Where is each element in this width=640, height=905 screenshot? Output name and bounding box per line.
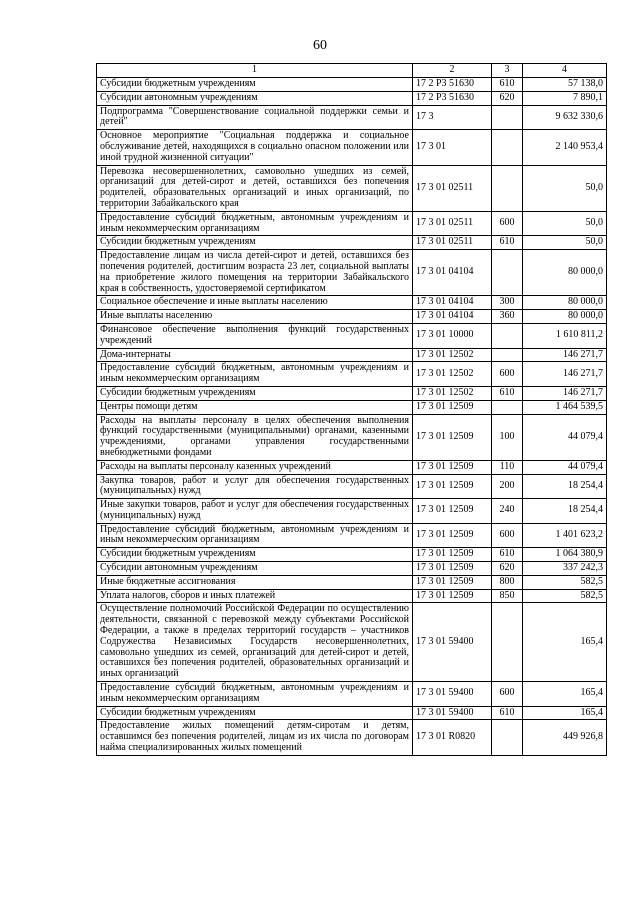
row-name-cell: Субсидии бюджетным учреждениям [97,236,413,250]
row-amount-cell: 50,0 [523,211,607,236]
row-code-cell: 17 3 01 R0820 [413,720,492,755]
row-name-cell: Перевозка несовершеннолетних, самовольно ушедших из семей, организаций для детей-сирот и детей, оставшихся без попечения родителей, образовательных организаций и иных организаций, по территории Забайкальского края [97,165,413,211]
table-row [97,165,607,211]
row-name-cell: Центры помощи детям [97,400,413,414]
table-row [97,296,607,310]
table-row [97,523,607,548]
row-name-cell: Закупка товаров, работ и услуг для обеспечения государственных (муниципальных) нужд [97,474,413,499]
table-header-row [97,64,607,78]
row-code-cell: 17 3 01 12502 [413,362,492,387]
table-row [97,400,607,414]
row-expense-type-cell: 610 [492,706,523,720]
row-expense-type-cell [492,165,523,211]
table-row [97,706,607,720]
row-expense-type-cell: 800 [492,575,523,589]
row-amount-cell: 2 140 953,4 [523,130,607,165]
row-amount-cell: 1 464 539,5 [523,400,607,414]
row-name-cell: Уплата налогов, сборов и иных платежей [97,589,413,603]
table-row [97,603,607,682]
row-code-cell: 17 3 [413,105,492,130]
row-code-cell: 17 3 01 12509 [413,562,492,576]
row-code-cell: 17 3 01 12509 [413,499,492,524]
row-amount-cell: 582,5 [523,575,607,589]
table-row [97,348,607,362]
row-name-cell: Социальное обеспечение и иные выплаты населению [97,296,413,310]
row-code-cell: 17 2 P3 51630 [413,78,492,92]
row-expense-type-cell [492,720,523,755]
row-amount-cell: 50,0 [523,236,607,250]
row-code-cell: 17 3 01 59400 [413,706,492,720]
row-expense-type-cell [492,130,523,165]
row-code-cell: 17 3 01 04104 [413,296,492,310]
table-row [97,460,607,474]
row-name-cell: Субсидии автономным учреждениям [97,562,413,576]
row-name-cell: Субсидии автономным учреждениям [97,91,413,105]
row-expense-type-cell: 850 [492,589,523,603]
row-expense-type-cell: 610 [492,548,523,562]
row-name-cell: Расходы на выплаты персоналу в целях обеспечения выполнения функций государственными (муниципальными) органами, казенными учреждениями, органами управления государственными внебюджетными фондами [97,414,413,460]
row-amount-cell: 146 271,7 [523,348,607,362]
row-amount-cell: 1 064 380,9 [523,548,607,562]
row-name-cell: Предоставление субсидий бюджетным, автономным учреждениям и иным некоммерческим организациям [97,682,413,707]
table-row [97,236,607,250]
row-expense-type-cell [492,348,523,362]
row-code-cell: 17 3 01 02511 [413,165,492,211]
row-name-cell: Дома-интернаты [97,348,413,362]
row-amount-cell: 50,0 [523,165,607,211]
row-expense-type-cell: 610 [492,236,523,250]
row-expense-type-cell [492,250,523,296]
row-code-cell: 17 3 01 12509 [413,523,492,548]
row-amount-cell: 1 401 623,2 [523,523,607,548]
row-expense-type-cell: 600 [492,682,523,707]
table-row [97,386,607,400]
row-name-cell: Иные бюджетные ассигнования [97,575,413,589]
table-row [97,130,607,165]
table-row [97,562,607,576]
row-amount-cell: 1 610 811,2 [523,323,607,348]
row-expense-type-cell: 300 [492,296,523,310]
row-name-cell: Иные выплаты населению [97,310,413,324]
row-amount-cell: 7 890,1 [523,91,607,105]
row-amount-cell: 449 926,8 [523,720,607,755]
table-row [97,78,607,92]
page-number: 60 [313,38,327,53]
row-code-cell: 17 3 01 12502 [413,386,492,400]
row-code-cell: 17 2 P3 51630 [413,91,492,105]
row-code-cell: 17 3 01 59400 [413,682,492,707]
row-amount-cell: 337 242,3 [523,562,607,576]
table-row [97,414,607,460]
row-name-cell: Предоставление жилых помещений детям-сиротам и детям, оставшимся без попечения родителей, лицам из их числа по договорам найма специализированных жилых помещений [97,720,413,755]
row-name-cell: Расходы на выплаты персоналу казенных учреждений [97,460,413,474]
row-name-cell: Подпрограмма "Совершенствование социальной поддержки семьи и детей" [97,105,413,130]
table-row [97,575,607,589]
row-name-cell: Субсидии бюджетным учреждениям [97,78,413,92]
row-amount-cell: 57 138,0 [523,78,607,92]
row-code-cell: 17 3 01 02511 [413,236,492,250]
row-amount-cell: 165,4 [523,706,607,720]
row-expense-type-cell [492,603,523,682]
header-col-1: 1 [97,64,413,78]
row-amount-cell: 165,4 [523,682,607,707]
row-code-cell: 17 3 01 12509 [413,400,492,414]
row-name-cell: Иные закупки товаров, работ и услуг для обеспечения государственных (муниципальных) нужд [97,499,413,524]
row-amount-cell: 146 271,7 [523,362,607,387]
table-row [97,474,607,499]
row-expense-type-cell [492,323,523,348]
row-amount-cell: 80 000,0 [523,250,607,296]
header-col-3: 3 [492,64,523,78]
row-code-cell: 17 3 01 [413,130,492,165]
row-expense-type-cell: 240 [492,499,523,524]
row-expense-type-cell: 610 [492,78,523,92]
row-amount-cell: 146 271,7 [523,386,607,400]
row-code-cell: 17 3 01 04104 [413,250,492,296]
table-row [97,682,607,707]
header-col-4: 4 [523,64,607,78]
row-code-cell: 17 3 01 04104 [413,310,492,324]
row-code-cell: 17 3 01 12509 [413,548,492,562]
table-row [97,91,607,105]
row-code-cell: 17 3 01 10000 [413,323,492,348]
row-amount-cell: 582,5 [523,589,607,603]
row-code-cell: 17 3 01 12509 [413,414,492,460]
row-code-cell: 17 3 01 12509 [413,474,492,499]
row-amount-cell: 18 254,4 [523,474,607,499]
row-name-cell: Предоставление субсидий бюджетным, автономным учреждениям и иным некоммерческим организациям [97,211,413,236]
table-row [97,211,607,236]
row-name-cell: Субсидии бюджетным учреждениям [97,386,413,400]
table-row [97,250,607,296]
row-expense-type-cell: 200 [492,474,523,499]
table-row [97,589,607,603]
row-expense-type-cell [492,105,523,130]
row-code-cell: 17 3 01 12509 [413,575,492,589]
row-amount-cell: 44 079,4 [523,460,607,474]
row-code-cell: 17 3 01 12509 [413,460,492,474]
row-name-cell: Осуществление полномочий Российской Федерации по осуществлению деятельности, связанной с перевозкой между субъектами Российской Федерации, а также в пределах территорий государств – участников Содружества Независимых Государств несовершеннолетних, самовольно ушедших из семей, организаций для детей-сирот и детей, оставшихся без попечения родителей, образовательных организаций и иных организаций [97,603,413,682]
row-expense-type-cell: 100 [492,414,523,460]
table-row [97,548,607,562]
header-col-2: 2 [413,64,492,78]
row-expense-type-cell: 600 [492,523,523,548]
row-expense-type-cell: 600 [492,362,523,387]
table-row [97,105,607,130]
row-name-cell: Предоставление лицам из числа детей-сирот и детей, оставшихся без попечения родителей, достигшим возраста 23 лет, социальной выплаты на приобретение жилого помещения на территории Забайкальского края в собственность, удостоверяемой сертификатом [97,250,413,296]
table-row [97,310,607,324]
row-name-cell: Субсидии бюджетным учреждениям [97,548,413,562]
row-code-cell: 17 3 01 59400 [413,603,492,682]
row-name-cell: Основное мероприятие "Социальная поддержка и социальное обслуживание детей, находящихся в социально опасном положении или иной трудной жизненной ситуации" [97,130,413,165]
row-amount-cell: 18 254,4 [523,499,607,524]
row-code-cell: 17 3 01 12509 [413,589,492,603]
table-row [97,499,607,524]
row-amount-cell: 80 000,0 [523,296,607,310]
row-code-cell: 17 3 01 02511 [413,211,492,236]
row-code-cell: 17 3 01 12502 [413,348,492,362]
row-expense-type-cell: 610 [492,386,523,400]
table-row [97,323,607,348]
row-expense-type-cell: 360 [492,310,523,324]
row-expense-type-cell: 620 [492,562,523,576]
row-expense-type-cell: 620 [492,91,523,105]
row-amount-cell: 165,4 [523,603,607,682]
budget-table [96,63,607,756]
table-row [97,720,607,755]
row-name-cell: Субсидии бюджетным учреждениям [97,706,413,720]
row-amount-cell: 9 632 330,6 [523,105,607,130]
row-name-cell: Предоставление субсидий бюджетным, автономным учреждениям и иным некоммерческим организациям [97,362,413,387]
row-amount-cell: 80 000,0 [523,310,607,324]
table-body [97,78,607,756]
row-expense-type-cell: 600 [492,211,523,236]
row-expense-type-cell: 110 [492,460,523,474]
row-expense-type-cell [492,400,523,414]
row-amount-cell: 44 079,4 [523,414,607,460]
row-name-cell: Финансовое обеспечение выполнения функций государственных учреждений [97,323,413,348]
table-row [97,362,607,387]
row-name-cell: Предоставление субсидий бюджетным, автономным учреждениям и иным некоммерческим организациям [97,523,413,548]
